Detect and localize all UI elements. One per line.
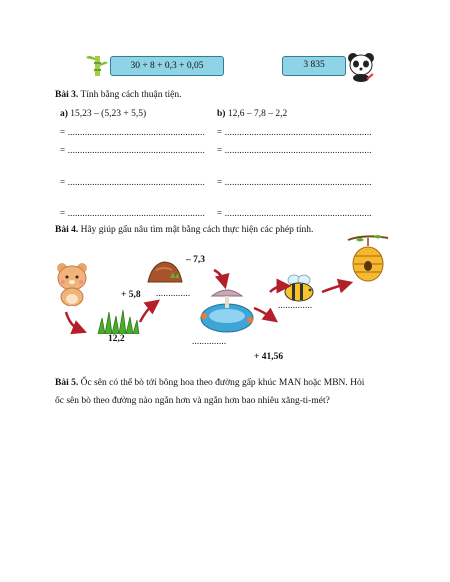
- bai5-line1: Bài 5. Ốc sên có thể bò tới bông hoa theo đường gấp khúc MAN hoặc MBN. Hỏi: [55, 378, 365, 388]
- path-arrows: [54, 230, 394, 360]
- bai5-line2: ốc sên bò theo đường nào ngắn hơn và ngắn hơn bao nhiêu xăng-ti-mét?: [55, 396, 330, 406]
- arrow: [254, 308, 272, 318]
- arrow: [270, 286, 284, 292]
- op1-label: + 5,8: [121, 290, 141, 300]
- answer-line[interactable]: = ........................................................: [60, 145, 205, 155]
- arrow: [140, 304, 154, 322]
- bamboo-icon: [86, 52, 108, 78]
- expression-box: 30 + 8 + 0,3 + 0,05: [110, 56, 224, 76]
- answer-line[interactable]: = ........................................................: [60, 208, 205, 218]
- start-value-label: 12,2: [108, 334, 125, 344]
- arrow: [66, 312, 80, 330]
- op2-label: – 7,3: [186, 255, 205, 265]
- bai3-part-a: a) 15,23 – (5,23 + 5,5): [60, 109, 147, 119]
- bai4-heading: Bài 4. Hãy giúp gấu nâu tìm mật bằng cách thực hiện các phép tính.: [55, 225, 314, 235]
- blank-1[interactable]: ..............: [156, 288, 191, 298]
- panda-icon: [346, 52, 376, 82]
- bai3-part-b: b) 12,6 – 7,8 – 2,2: [217, 109, 288, 119]
- blank-3[interactable]: ..............: [278, 300, 313, 310]
- answer-line[interactable]: = ............................................................: [217, 145, 372, 155]
- blank-2[interactable]: ..............: [192, 336, 227, 346]
- answer-line[interactable]: = ............................................................: [217, 177, 372, 187]
- op3-label: + 41,56: [254, 352, 284, 362]
- bai3-heading: Bài 3. Tính bằng cách thuận tiện.: [55, 90, 182, 100]
- answer-box: 3 835: [282, 56, 346, 76]
- answer-line[interactable]: = ............................................................: [217, 127, 372, 137]
- arrow: [322, 284, 346, 292]
- arrow: [214, 270, 224, 282]
- answer-line[interactable]: = ............................................................: [217, 208, 372, 218]
- answer-line[interactable]: = ........................................................: [60, 127, 205, 137]
- answer-line[interactable]: = ........................................................: [60, 177, 205, 187]
